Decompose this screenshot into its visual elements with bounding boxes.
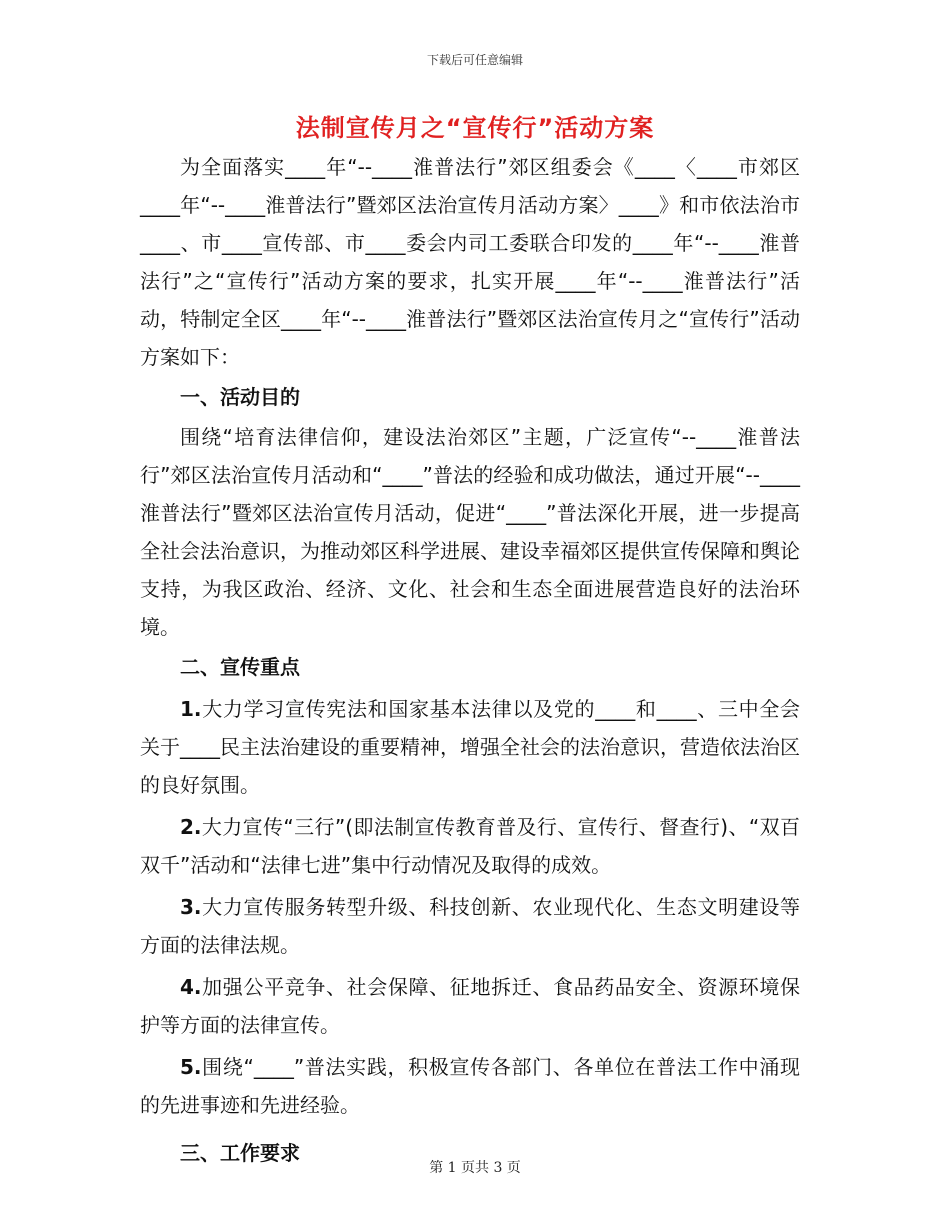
- list-item-number: 5.: [180, 1055, 202, 1079]
- list-item: [140, 808, 800, 884]
- list-item-text: 围绕“____”普法实践，积极宣传各部门、各单位在普法工作中涌现的先进事迹和先进经验。: [140, 1055, 800, 1117]
- section-1-paragraph: 围绕“培育法律信仰，建设法治郊区”主题，广泛宣传“--____淮普法行”郊区法治宣传月活动和“____”普法的经验和成功做法，通过开展“--____淮普法行”暨郊区法治宣传月活动，促进“____”普法深化开展，进一步提高全社会法治意识，为推动郊区科学进展、建设幸福郊区提供宣传保障和舆论支持，为我区政治、经济、文化、社会和生态全面进展营造良好的法治环境。: [140, 425, 800, 639]
- list-item-text: 加强公平竞争、社会保障、征地拆迁、食品药品安全、资源环境保护等方面的法律宣传。: [140, 975, 800, 1037]
- page-footer: 第 1 页共 3 页: [429, 1160, 521, 1176]
- list-item-text: 大力学习宣传宪法和国家基本法律以及党的____和____、三中全会关于____民主法治建设的重要精神，增强全社会的法治意识，营造依法治区的良好氛围。: [140, 697, 800, 797]
- list-item-number: 4.: [180, 975, 202, 999]
- header-note: 下载后可任意编辑: [426, 53, 523, 67]
- list-item: [140, 690, 800, 804]
- list-item: [140, 968, 800, 1044]
- list-item: [140, 888, 800, 964]
- section-1-heading: 一、活动目的: [180, 385, 300, 409]
- intro-paragraph: 为全面落实____年“--____淮普法行”郊区组委会《____〈____市郊区____年“--____淮普法行”暨郊区法治宣传月活动方案〉____》和市依法治市____、市____宣传部、市____委会内司工委联合印发的____年“--____淮普法行”之“宣传行”活动方案的要求，扎实开展____年“--____淮普法行”活动，特制定全区____年“--____淮普法行”暨郊区法治宣传月之“宣传行”活动方案如下：: [140, 155, 800, 369]
- section-3-heading: 三、工作要求: [180, 1141, 300, 1165]
- list-item-text: 大力宣传“三行”(即法制宣传教育普及行、宣传行、督查行)、“双百双千”活动和“法律七进”集中行动情况及取得的成效。: [140, 815, 800, 877]
- section-2-heading: 二、宣传重点: [180, 655, 300, 679]
- list-item-number: 2.: [180, 815, 202, 839]
- document-body: [140, 148, 800, 1174]
- list-item: [140, 1048, 800, 1124]
- list-item-number: 1.: [180, 697, 202, 721]
- list-item-text: 大力宣传服务转型升级、科技创新、农业现代化、生态文明建设等方面的法律法规。: [140, 895, 800, 957]
- document-title: 法制宣传月之“宣传行”活动方案: [295, 114, 655, 142]
- list-item-number: 3.: [180, 895, 202, 919]
